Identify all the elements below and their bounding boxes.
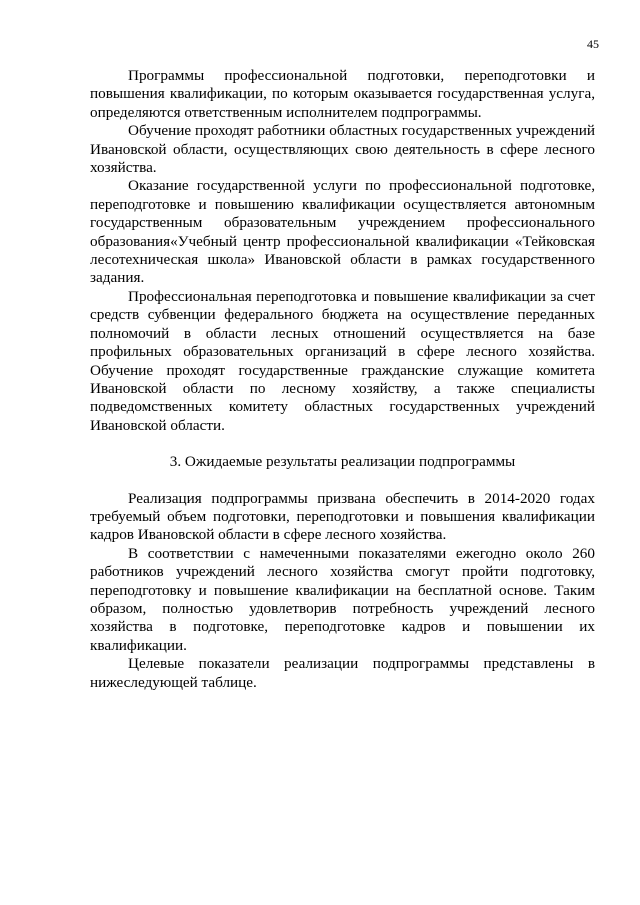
paragraph-implementation: Реализация подпрограммы призвана обеспечить в 2014-2020 годах требуемый объем подготовки, переподготовки и повышения квалификации кадров Ивановской области в сфере лесного хозяйства. <box>90 489 595 544</box>
paragraph-trainees: Обучение проходят работники областных государственных учреждений Ивановской области, осуществляющих свою деятельность в сфере лесного хозяйства. <box>90 122 595 177</box>
paragraph-target-table: Целевые показатели реализации подпрограммы представлены в нижеследующей таблице. <box>90 655 595 691</box>
page-number: 45 <box>587 37 599 51</box>
document-body <box>90 67 595 692</box>
paragraph-service-provider: Оказание государственной услуги по профессиональной подготовке, переподготовке и повышению квалификации осуществляется автономным государственным образовательным учреждением профессионального образования«Учебный центр профессиональной квалификации «Тейковская лесотехническая школа» Ивановской области в рамках государственного задания. <box>90 177 595 287</box>
section-heading: 3. Ожидаемые результаты реализации подпрограммы <box>169 453 516 471</box>
paragraph-programs: Программы профессиональной подготовки, переподготовки и повышения квалификации, по которым оказывается государственная услуга, определяются ответственным исполнителем подпрограммы. <box>90 67 595 121</box>
paragraph-indicators: В соответствии с намеченными показателями ежегодно около 260 работников учреждений лесного хозяйства смогут пройти подготовку, переподготовку и повышение квалификации на бесплатной основе. Таким образом, полностью удовлетворив потребность учреждений лесного хозяйства в подготовке, переподготовке кадров и повышении их квалификации. <box>90 544 595 654</box>
paragraph-federal-funding: Профессиональная переподготовка и повышение квалификации за счет средств субвенции федерального бюджета на осуществление переданных полномочий в области лесных отношений осуществляется на базе профильных образовательных организаций в сфере лесного хозяйства. Обучение проходят государственные гражданские служащие комитета Ивановской области по лесному хозяйству, а также специалисты подведомственных комитету областных государственных учреждений Ивановской области. <box>90 287 595 434</box>
